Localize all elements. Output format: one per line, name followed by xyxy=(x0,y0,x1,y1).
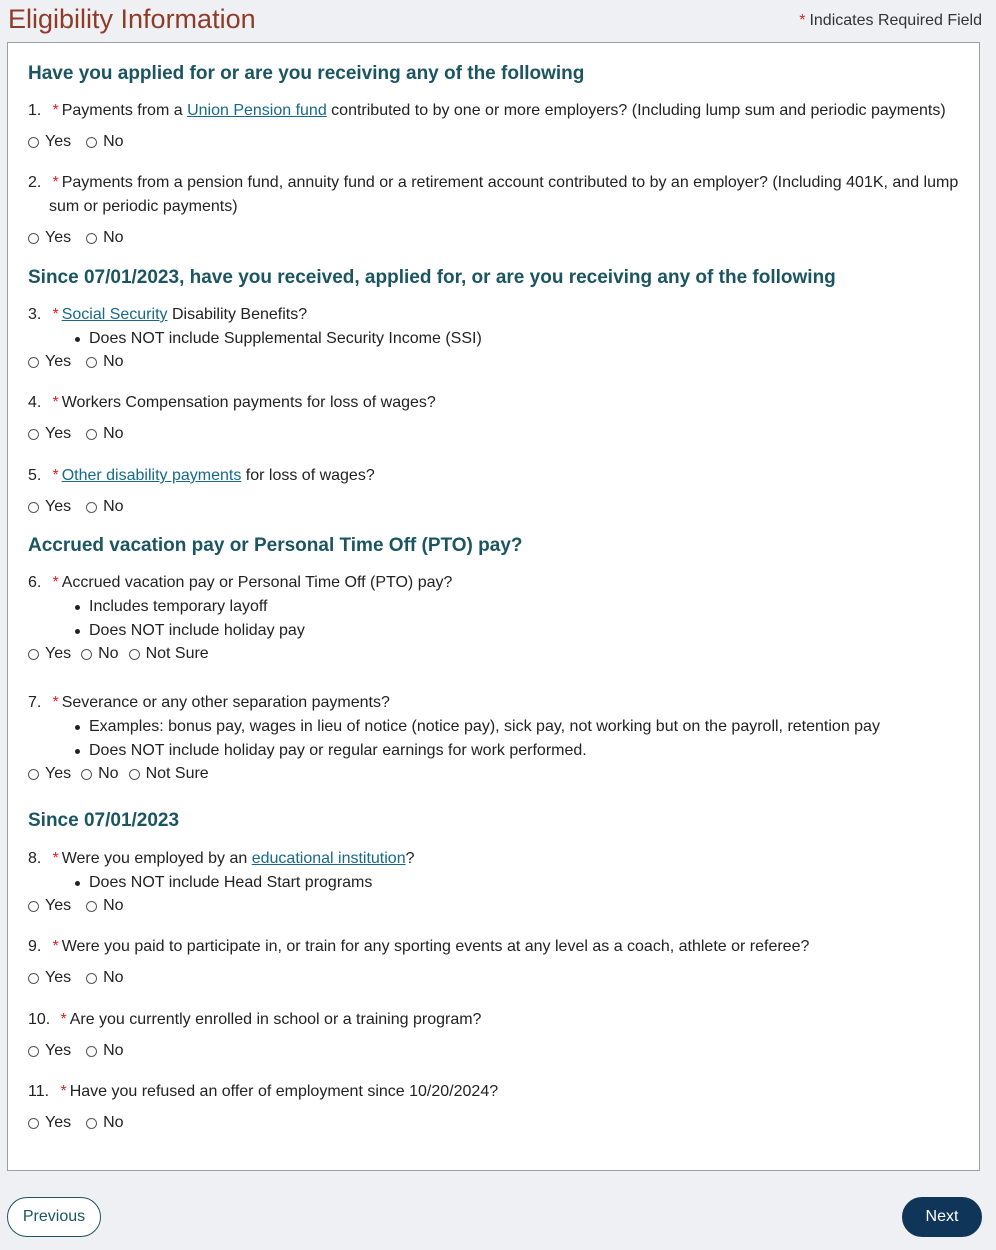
section-heading-since-date: Since 07/01/2023, have you received, applied for, or are you receiving any of the following xyxy=(28,267,836,288)
question-number: 10. xyxy=(28,1011,51,1028)
educational-institution-link[interactable]: educational institution xyxy=(251,850,406,867)
radio-no[interactable] xyxy=(86,496,123,518)
question-number: 5. xyxy=(28,467,42,484)
radio-not-sure[interactable] xyxy=(129,643,209,665)
required-field-note xyxy=(799,12,982,30)
radio-group-q3 xyxy=(28,351,139,373)
radio-group-q11 xyxy=(28,1112,139,1134)
required-star: * xyxy=(52,394,59,411)
radio-label: No xyxy=(103,498,124,515)
radio-circle[interactable] xyxy=(86,357,97,368)
question-number: 7. xyxy=(28,694,42,711)
radio-no[interactable] xyxy=(86,967,123,989)
radio-yes[interactable] xyxy=(28,423,71,445)
radio-circle[interactable] xyxy=(28,233,39,244)
radio-label: No xyxy=(103,1042,124,1059)
question-text: Are you currently enrolled in school or a training program? xyxy=(69,1011,482,1028)
radio-group-q4 xyxy=(28,423,139,445)
question-text: Were you employed by an xyxy=(61,850,252,867)
question-number: 6. xyxy=(28,574,42,591)
social-security-link[interactable]: Social Security xyxy=(61,306,168,323)
previous-button[interactable]: Previous xyxy=(7,1197,101,1237)
question-text: Have you refused an offer of employment since 10/20/2024? xyxy=(69,1083,499,1100)
required-star: * xyxy=(52,467,59,484)
radio-label: No xyxy=(103,425,124,442)
radio-circle[interactable] xyxy=(28,769,39,780)
radio-label: Yes xyxy=(45,897,72,914)
radio-label: Yes xyxy=(45,765,72,782)
question-8 xyxy=(28,847,959,871)
question-1 xyxy=(28,99,959,123)
radio-circle[interactable] xyxy=(81,649,92,660)
radio-circle[interactable] xyxy=(28,357,39,368)
required-star: * xyxy=(52,174,59,191)
question-number: 1. xyxy=(28,102,42,119)
radio-circle[interactable] xyxy=(28,429,39,440)
radio-circle[interactable] xyxy=(86,901,97,912)
note-item: Includes temporary layoff xyxy=(69,595,305,619)
radio-group-q8 xyxy=(28,895,139,917)
required-star: * xyxy=(60,1083,67,1100)
question-text: Payments from a pension fund, annuity fund or a retirement account contributed to by an employer? (Including 401K, and lump xyxy=(61,174,959,191)
other-disability-payments-link[interactable]: Other disability payments xyxy=(61,467,242,484)
radio-no[interactable] xyxy=(81,763,118,785)
question-text: for loss of wages? xyxy=(241,467,375,484)
radio-label: Yes xyxy=(45,498,72,515)
required-star: * xyxy=(52,938,59,955)
question-5 xyxy=(28,464,959,488)
required-star: * xyxy=(52,694,59,711)
radio-label: Yes xyxy=(45,969,72,986)
note-item: Does NOT include Head Start programs xyxy=(69,871,372,895)
note-item: Does NOT include Supplemental Security Income (SSI) xyxy=(69,327,482,351)
section-heading-accrued-pay: Accrued vacation pay or Personal Time Off (PTO) pay? xyxy=(28,535,523,556)
required-star: * xyxy=(60,1011,67,1028)
required-star: * xyxy=(52,306,59,323)
radio-group-q5 xyxy=(28,496,139,518)
note-item: Does NOT include holiday pay xyxy=(69,619,305,643)
question-text: Accrued vacation pay or Personal Time Off (PTO) pay? xyxy=(61,574,453,591)
radio-circle[interactable] xyxy=(28,502,39,513)
radio-circle[interactable] xyxy=(86,1046,97,1057)
question-text: Payments from a xyxy=(61,102,188,119)
radio-group-q6 xyxy=(28,643,219,665)
radio-label: Yes xyxy=(45,133,72,150)
radio-yes[interactable] xyxy=(28,967,71,989)
question-number: 8. xyxy=(28,850,42,867)
radio-circle[interactable] xyxy=(86,137,97,148)
radio-circle[interactable] xyxy=(28,1046,39,1057)
radio-circle[interactable] xyxy=(86,502,97,513)
radio-circle[interactable] xyxy=(129,649,140,660)
radio-label: Not Sure xyxy=(145,645,209,662)
radio-yes[interactable] xyxy=(28,227,71,249)
radio-no[interactable] xyxy=(86,1112,123,1134)
radio-circle[interactable] xyxy=(28,973,39,984)
radio-label: No xyxy=(103,969,124,986)
radio-yes[interactable] xyxy=(28,763,71,785)
radio-circle[interactable] xyxy=(86,973,97,984)
radio-no[interactable] xyxy=(86,131,123,153)
radio-circle[interactable] xyxy=(28,1118,39,1129)
required-star: * xyxy=(52,850,59,867)
radio-label: No xyxy=(103,133,124,150)
question-number: 11. xyxy=(28,1083,50,1100)
radio-label: No xyxy=(103,229,124,246)
radio-yes[interactable] xyxy=(28,643,71,665)
radio-label: Yes xyxy=(45,229,72,246)
radio-yes[interactable] xyxy=(28,496,71,518)
radio-no[interactable] xyxy=(81,643,118,665)
question-text: ? xyxy=(405,850,415,867)
radio-label: No xyxy=(103,353,124,370)
radio-circle[interactable] xyxy=(86,1118,97,1129)
radio-no[interactable] xyxy=(86,227,123,249)
required-star: * xyxy=(52,574,59,591)
note-item: Does NOT include holiday pay or regular earnings for work performed. xyxy=(69,739,880,763)
question-text: Were you paid to participate in, or train for any sporting events at any level as a coach, athlete or referee? xyxy=(61,938,810,955)
question-text: Workers Compensation payments for loss of wages? xyxy=(61,394,436,411)
question-2 xyxy=(28,171,959,219)
question-text-continued: sum or periodic payments) xyxy=(49,198,238,215)
question-8-notes xyxy=(69,871,372,895)
radio-circle[interactable] xyxy=(28,649,39,660)
radio-not-sure[interactable] xyxy=(129,763,209,785)
question-text: Severance or any other separation payments? xyxy=(61,694,390,711)
radio-circle[interactable] xyxy=(129,769,140,780)
question-text: contributed to by one or more employers? (Including lump sum and periodic payments) xyxy=(326,102,946,119)
radio-group-q2 xyxy=(28,227,139,249)
radio-circle[interactable] xyxy=(28,901,39,912)
radio-yes[interactable] xyxy=(28,131,71,153)
radio-yes[interactable] xyxy=(28,351,71,373)
required-star: * xyxy=(52,102,59,119)
radio-yes[interactable] xyxy=(28,895,71,917)
radio-label: No xyxy=(103,1114,124,1131)
radio-no[interactable] xyxy=(86,423,123,445)
radio-label: Yes xyxy=(45,1114,72,1131)
question-10 xyxy=(28,1008,959,1032)
required-star: * xyxy=(799,12,806,29)
required-note-text: Indicates Required Field xyxy=(809,12,982,29)
question-7-notes xyxy=(69,715,880,763)
question-6-notes xyxy=(69,595,305,643)
radio-group-q10 xyxy=(28,1040,139,1062)
radio-circle[interactable] xyxy=(81,769,92,780)
radio-label: No xyxy=(98,645,119,662)
radio-label: Yes xyxy=(45,425,72,442)
radio-no[interactable] xyxy=(86,351,123,373)
question-9 xyxy=(28,935,959,959)
radio-circle[interactable] xyxy=(86,429,97,440)
section-heading-applied: Have you applied for or are you receiving any of the following xyxy=(28,63,585,84)
question-6 xyxy=(28,571,959,595)
radio-label: Yes xyxy=(45,1042,72,1059)
radio-group-q7 xyxy=(28,763,219,785)
page-title: Eligibility Information xyxy=(8,4,256,34)
radio-no[interactable] xyxy=(86,1040,123,1062)
radio-group-q9 xyxy=(28,967,139,989)
radio-circle[interactable] xyxy=(28,137,39,148)
radio-label: No xyxy=(98,765,119,782)
radio-yes[interactable] xyxy=(28,1040,71,1062)
radio-no[interactable] xyxy=(86,895,123,917)
radio-label: Yes xyxy=(45,353,72,370)
question-11 xyxy=(28,1080,959,1104)
radio-group-q1 xyxy=(28,131,139,153)
question-text: Disability Benefits? xyxy=(167,306,308,323)
note-item: Examples: bonus pay, wages in lieu of notice (notice pay), sick pay, not working but on the payroll, retention pay xyxy=(69,715,880,739)
radio-label: Yes xyxy=(45,645,72,662)
radio-yes[interactable] xyxy=(28,1112,71,1134)
question-number: 3. xyxy=(28,306,42,323)
radio-label: Not Sure xyxy=(145,765,209,782)
next-button[interactable]: Next xyxy=(902,1197,982,1237)
question-number: 4. xyxy=(28,394,42,411)
question-4 xyxy=(28,391,959,415)
radio-label: No xyxy=(103,897,124,914)
question-3-notes xyxy=(69,327,482,351)
eligibility-form-card xyxy=(7,42,980,1171)
question-number: 2. xyxy=(28,174,42,191)
union-pension-fund-link[interactable]: Union Pension fund xyxy=(187,102,327,119)
section-heading-since-2023: Since 07/01/2023 xyxy=(28,810,180,831)
radio-circle[interactable] xyxy=(86,233,97,244)
question-number: 9. xyxy=(28,938,42,955)
question-3 xyxy=(28,303,959,327)
question-7 xyxy=(28,691,959,715)
